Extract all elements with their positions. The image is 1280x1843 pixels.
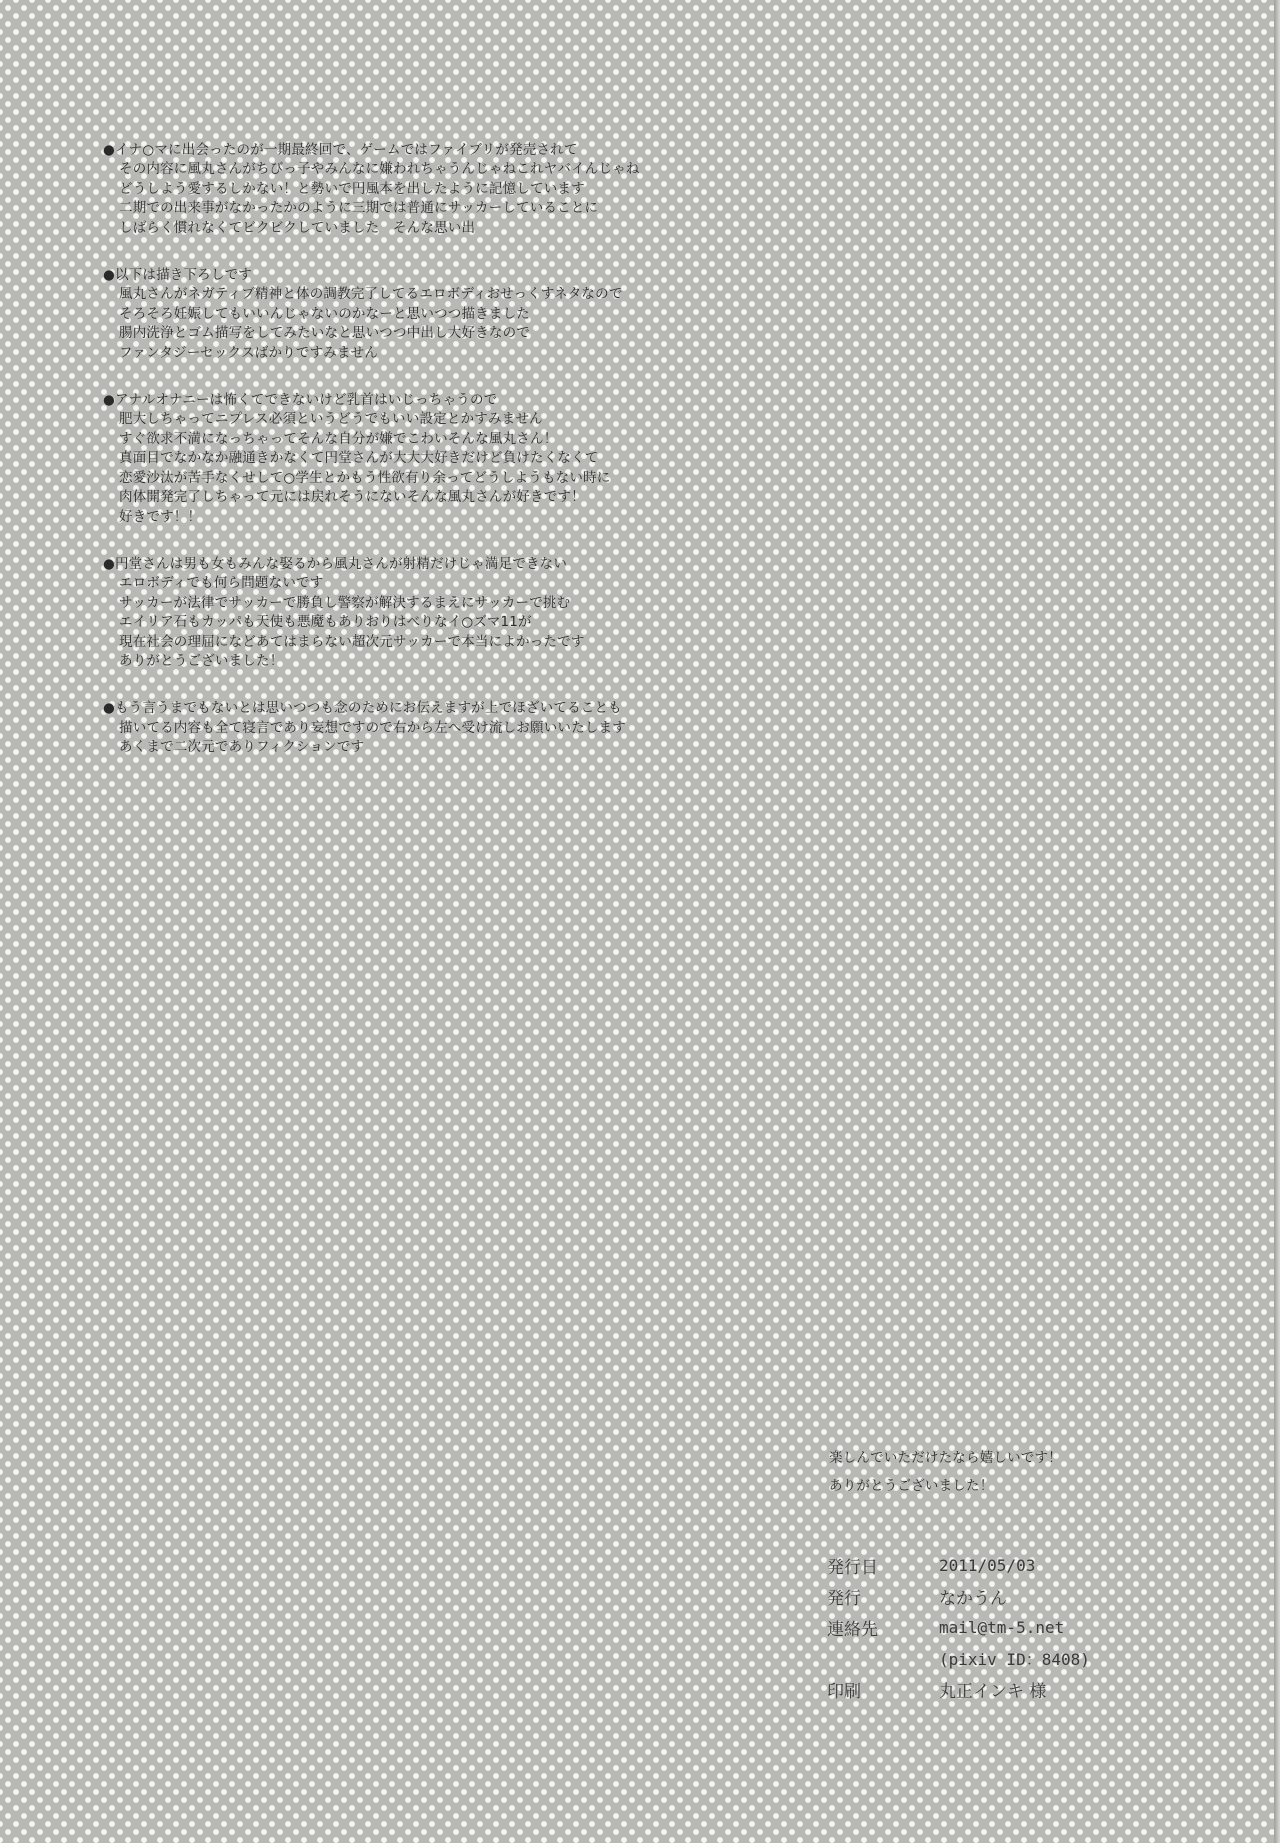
- afterword-notes: [103, 141, 663, 786]
- note-line: ありがとうございました！: [119, 652, 284, 669]
- contact-label: 連絡先: [827, 1620, 878, 1640]
- pixiv-id: (pixiv ID：8408): [939, 1650, 1090, 1669]
- note-line: 恋愛沙汰が苦手なくせして○学生とかもう性欲有り余ってどうしようもない時に: [119, 469, 611, 486]
- note-line: そろそろ妊娠してもいいんじゃないのかなーと思いつつ描きました: [119, 305, 530, 322]
- note-line: ●もう言うまでもないとは思いつつも念のためにお伝えますが上でほざいてることも: [103, 700, 622, 717]
- note-block-1: [103, 141, 663, 238]
- note-line: すぐ欲求不満になっちゃってそんな自分が嫌でこわいそんな風丸さん！: [119, 430, 558, 447]
- publisher-value: なかうん: [939, 1589, 1007, 1609]
- note-line: あくまで二次元でありフィクションです: [119, 739, 365, 756]
- colophon: [827, 1550, 1090, 1705]
- thanks-line-1: 楽しんでいただけたなら嬉しいです！: [829, 1450, 1062, 1466]
- colophon-row-pixiv: [827, 1643, 1090, 1674]
- contact-email: mail@tm-5.net: [939, 1618, 1065, 1637]
- colophon-row-date: [827, 1550, 1090, 1581]
- note-line: ●イナ○マに出会ったのが一期最終回で、ゲームではファイブリが発売されて: [103, 142, 578, 158]
- note-line: ●アナルオナニーは怖くてできないけど乳首はいじっちゃうので: [103, 392, 498, 409]
- note-line: ●以下は描き下ろしです: [103, 267, 252, 284]
- printer-value: 丸正インキ 様: [939, 1682, 1047, 1702]
- note-line: 好きです！！: [119, 508, 202, 525]
- note-line: 現在社会の理屈になどあてはまらない超次元サッカーで本当によかったです: [119, 633, 585, 650]
- publisher-label: 発行: [827, 1589, 861, 1609]
- page-edge: [1274, 0, 1280, 1843]
- note-line: 二期での出来事がなかったかのように三期では普通にサッカーしていることに: [119, 200, 599, 217]
- colophon-row-contact: [827, 1612, 1090, 1643]
- note-line: 真面目でなかなか融通きかなくて円堂さんが大大大好きだけど負けたくなくて: [119, 450, 599, 467]
- note-line: 肥大しちゃってニプレス必須というどうでもいい設定とかすみません: [119, 411, 543, 428]
- note-block-4: [103, 555, 663, 671]
- note-line: 腸内洗浄とゴム描写をしてみたいなと思いつつ中出し大好きなので: [119, 325, 530, 342]
- note-line: 描いてる内容も全て寝言であり妄想ですので右から左へ受け流しお願いいたします: [119, 719, 626, 736]
- note-line: ファンタジーセックスばかりですみません: [119, 344, 379, 361]
- thanks-line-2: ありがとうございました！: [829, 1478, 994, 1494]
- note-line: その内容に風丸さんがちびっ子やみんなに嫌われちゃうんじゃねこれヤバイんじゃね: [119, 161, 640, 178]
- note-line: サッカーが法律でサッカーで勝負し警察が解決するまえにサッカーで挑む: [119, 594, 571, 611]
- thanks-message: [829, 1444, 1062, 1500]
- colophon-row-printer: [827, 1674, 1090, 1705]
- note-line: 風丸さんがネガティブ精神と体の調教完了してるエロボディおせっくすネタなので: [119, 286, 623, 303]
- note-line: どうしよう愛するしかない！と勢いで円風本を出したように記憶しています: [119, 180, 585, 197]
- colophon-row-publisher: [827, 1581, 1090, 1612]
- note-block-5: [103, 699, 663, 757]
- printer-label: 印刷: [827, 1682, 861, 1702]
- note-line: ●円堂さんは男も女もみんな娶るから風丸さんが射精だけじゃ満足できない: [103, 555, 568, 572]
- note-line: しばらく慣れなくてビクビクしていました そんな思い出: [119, 219, 476, 236]
- date-label: 発行日: [827, 1558, 878, 1578]
- note-line: エロボディでも何ら問題ないです: [119, 575, 324, 592]
- note-block-3: [103, 391, 663, 527]
- date-value: 2011/05/03: [939, 1556, 1036, 1575]
- note-line: エイリア石もカッパも天使も悪魔もありおりはべりなイ○ズマ11が: [119, 614, 532, 631]
- note-block-2: [103, 266, 663, 363]
- note-line: 肉体開発完了しちゃって元には戻れそうにないそんな風丸さんが好きです！: [119, 489, 585, 506]
